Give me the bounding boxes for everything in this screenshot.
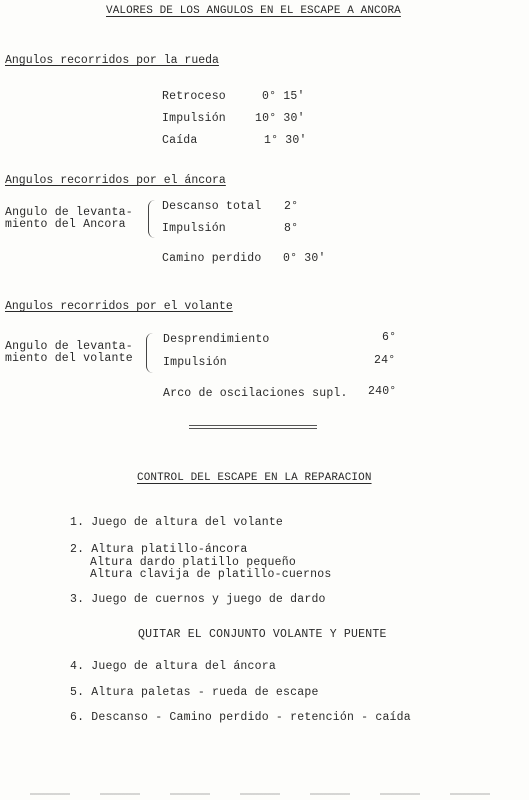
- value-impulsion-rueda: 10° 30': [255, 112, 305, 125]
- divider-line-top: [189, 425, 317, 426]
- group-label-volante-1: Angulo de levanta-: [5, 340, 133, 353]
- value-camino-perdido: 0° 30': [283, 252, 326, 265]
- label-impulsion-volante: Impulsión: [163, 356, 227, 369]
- control-item-2b: Altura dardo platillo pequeño: [90, 556, 296, 569]
- control-subtitle: QUITAR EL CONJUNTO VOLANTE Y PUENTE: [138, 628, 387, 641]
- brace-ancora: [148, 200, 155, 238]
- label-impulsion-rueda: Impulsión: [162, 112, 226, 125]
- brace-volante: [146, 333, 153, 373]
- value-retroceso: 0° 15': [262, 90, 305, 103]
- label-desprendimiento: Desprendimiento: [163, 333, 270, 346]
- heading-rueda: Angulos recorridos por la rueda: [5, 54, 219, 67]
- label-impulsion-ancora: Impulsión: [162, 222, 226, 235]
- control-item-5: 5. Altura paletas - rueda de escape: [70, 686, 319, 699]
- label-retroceso: Retroceso: [162, 90, 226, 103]
- label-camino-perdido: Camino perdido: [162, 252, 262, 265]
- control-title: CONTROL DEL ESCAPE EN LA REPARACION: [137, 472, 372, 484]
- value-descanso-total: 2°: [284, 200, 299, 213]
- value-impulsion-ancora: 8°: [284, 222, 299, 235]
- value-impulsion-volante: 24°: [374, 354, 396, 367]
- heading-volante: Angulos recorridos por el volante: [5, 300, 233, 313]
- control-item-3: 3. Juego de cuernos y juego de dardo: [70, 593, 326, 606]
- label-descanso-total: Descanso total: [162, 200, 262, 213]
- control-item-2c: Altura clavija de platillo-cuernos: [90, 568, 332, 581]
- group-label-volante-2: miento del volante: [5, 352, 133, 365]
- control-item-6: 6. Descanso - Camino perdido - retención - caída: [70, 711, 411, 724]
- group-label-ancora-2: miento del Ancora: [5, 218, 126, 231]
- value-desprendimiento: 6°: [382, 331, 397, 344]
- label-arco-oscilaciones: Arco de oscilaciones supl.: [163, 387, 348, 400]
- value-arco-oscilaciones: 240°: [368, 385, 397, 398]
- divider-line-bottom: [189, 428, 317, 429]
- control-item-1: 1. Juego de altura del volante: [70, 516, 284, 529]
- label-caida: Caída: [162, 134, 198, 147]
- group-label-ancora-1: Angulo de levanta-: [5, 206, 133, 219]
- document-title: VALORES DE LOS ANGULOS EN EL ESCAPE A ANCORA: [106, 5, 401, 17]
- control-item-4: 4. Juego de altura del áncora: [70, 660, 276, 673]
- scan-smudge: [30, 793, 510, 795]
- value-caida: 1° 30': [264, 134, 307, 147]
- heading-ancora: Angulos recorridos por el áncora: [5, 174, 226, 187]
- control-item-2: 2. Altura platillo-áncora: [70, 543, 248, 556]
